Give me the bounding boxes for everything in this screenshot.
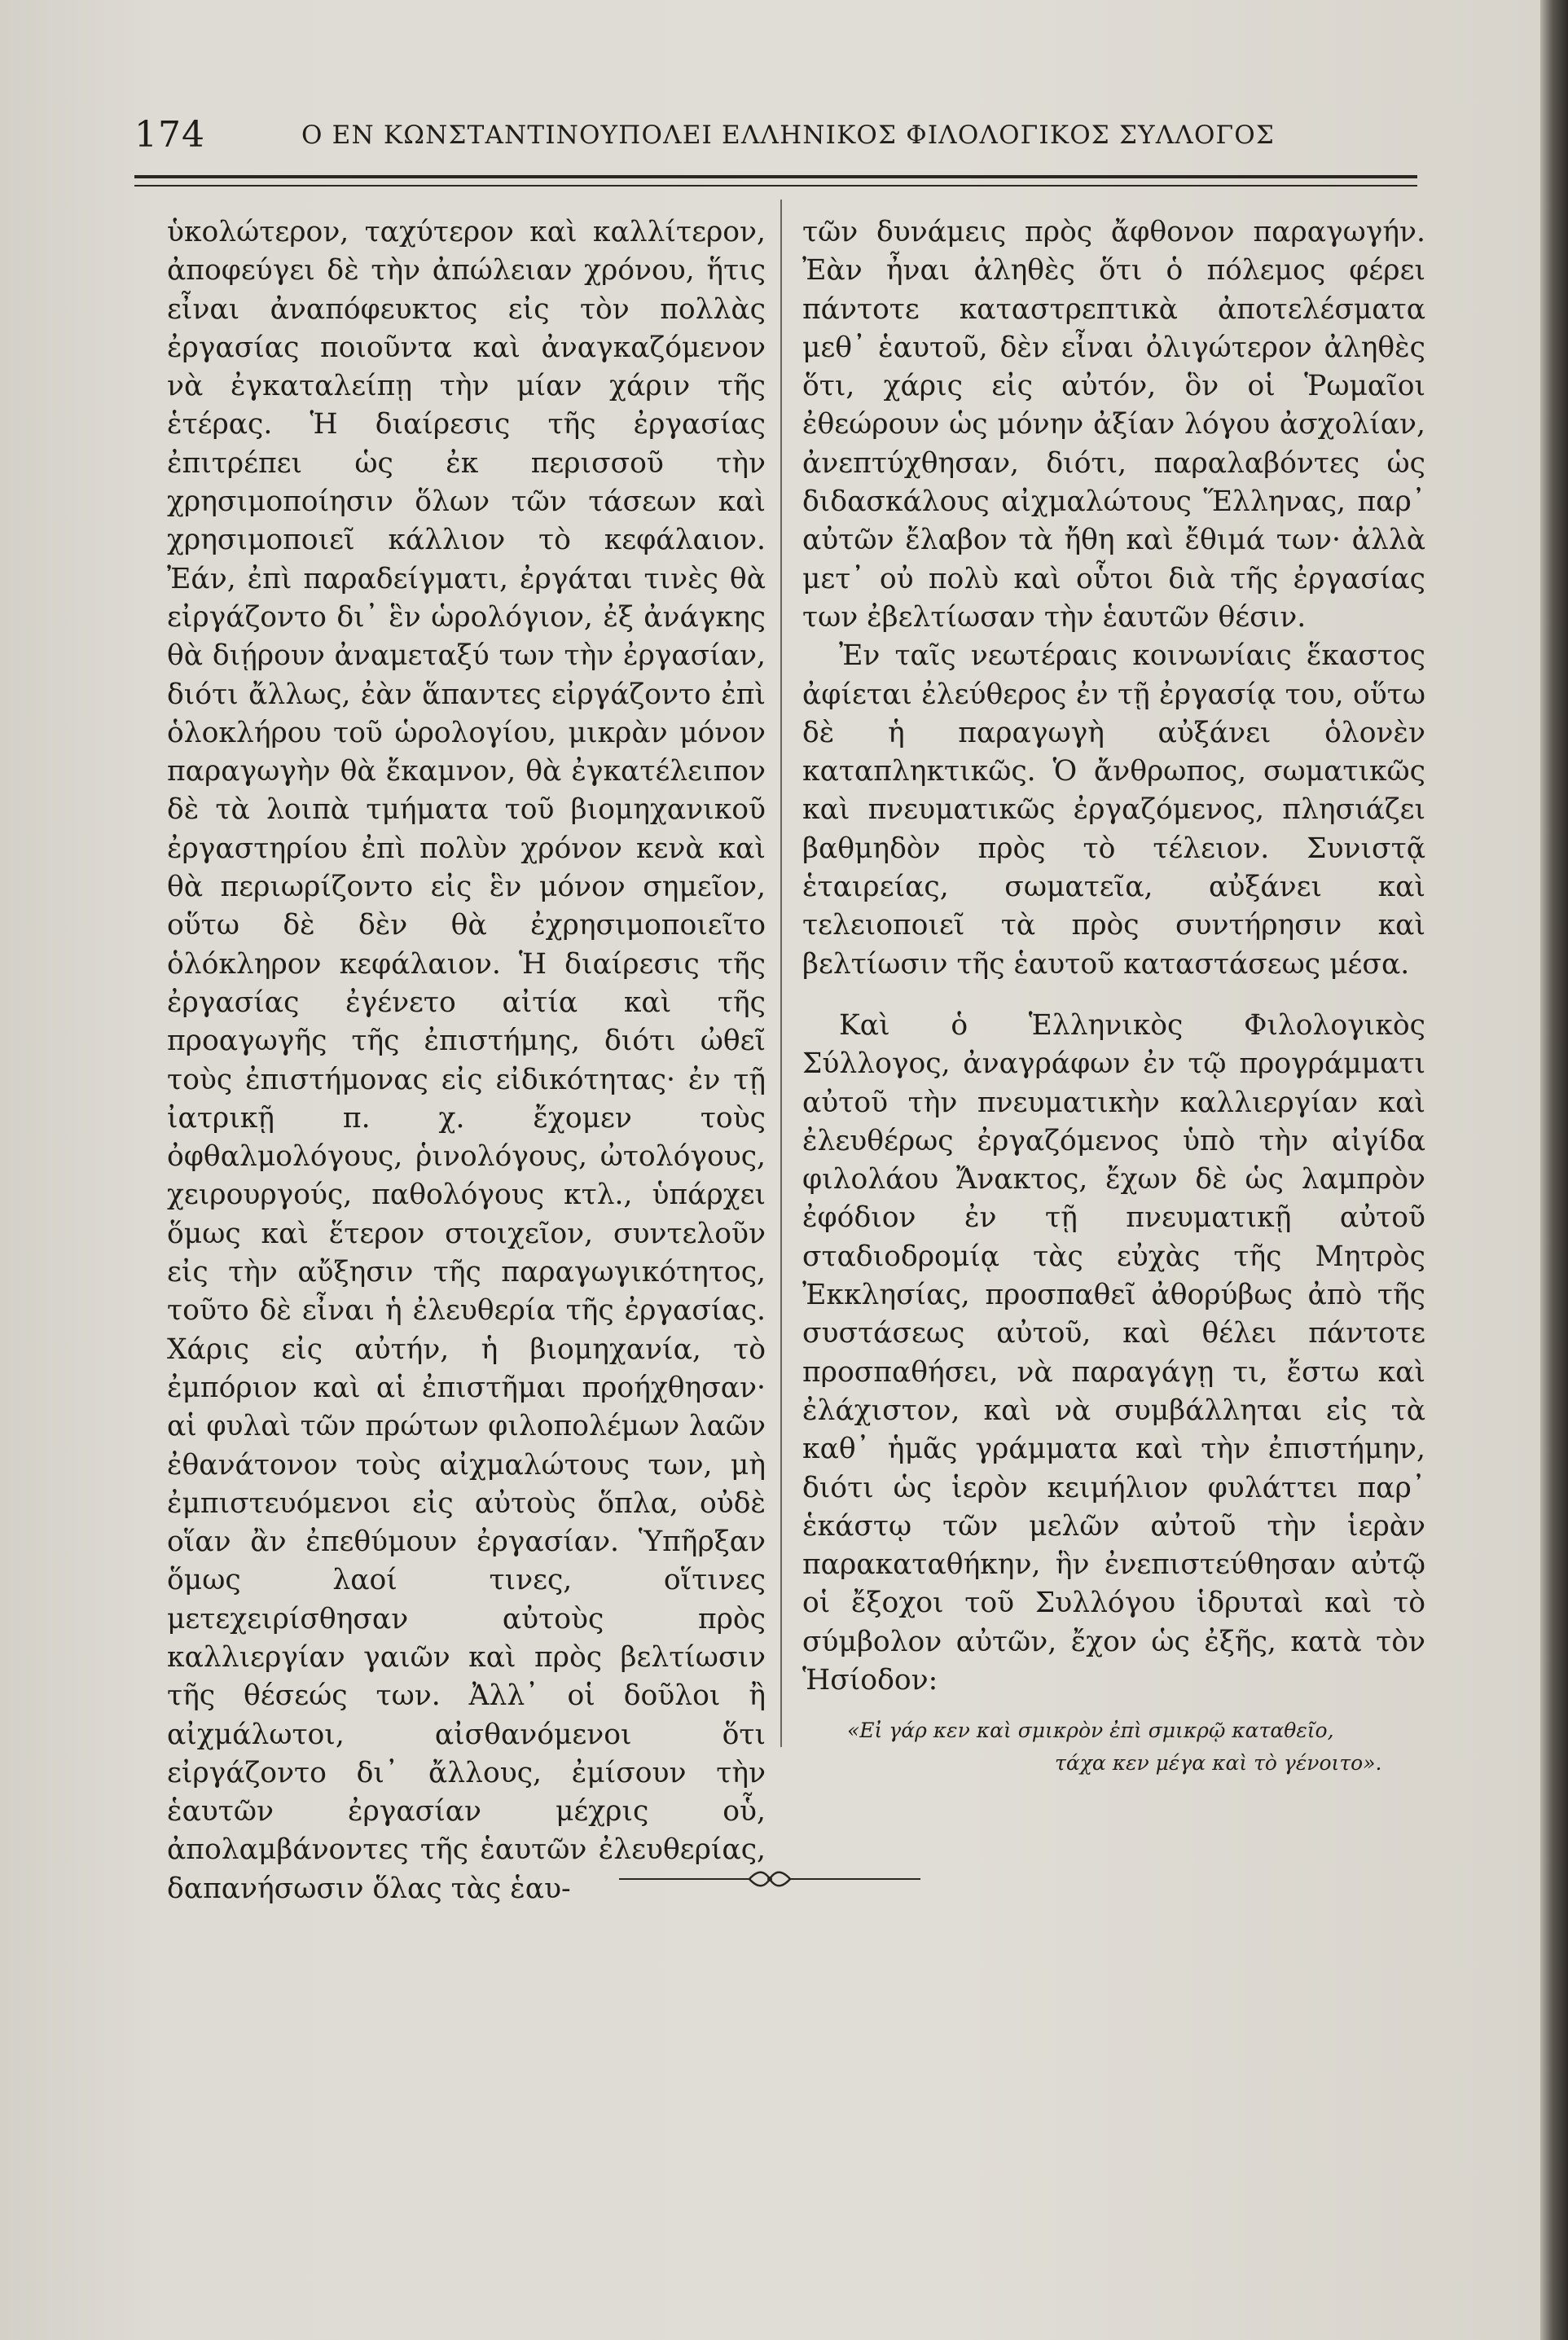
fleuron-icon — [619, 1867, 920, 1891]
right-paragraph-1: τῶν δυνάμεις πρὸς ἄφθονον παραγωγήν. Ἐὰν ἦναι ἀληθὲς ὅτι ὁ πόλεμος φέρει πάντοτε καταστρεπτικὰ ἀποτελέσματα μεθ᾽ ἑαυτοῦ, δὲν εἶναι ὀλιγώτερον ἀληθὲς ὅτι, χάρις εἰς αὐτόν, ὃν οἱ Ῥωμαῖοι ἐθεώρουν ὡς μόνην ἀξίαν λόγου ἀσχολίαν, ἀνεπτύχθησαν, διότι, παραλαβόντες ὡς διδασκάλους αἰχμαλώτους Ἕλληνας, παρ᾽ αὐτῶν ἔλαβον τὰ ἤθη καὶ ἔθιμά των· ἀλλὰ μετ᾽ οὐ πολὺ καὶ οὗτοι διὰ τῆς ἐργασίας των ἐβελτίωσαν τὴν ἑαυτῶν θέσιν. — [802, 216, 1425, 634]
book-binding-shadow — [1540, 0, 1568, 2340]
page-header — [134, 114, 1405, 163]
left-paragraph-1: ὑκολώτερον, ταχύτερον καὶ καλλίτερον, ἀποφεύγει δὲ τὴν ἀπώλειαν χρόνου, ἥτις εἶναι ἀναπόφευκτος εἰς τὸν πολλὰς ἐργασίας ποιοῦντα καὶ ἀναγκαζόμενον νὰ ἐγκαταλείπῃ τὴν μίαν χάριν τῆς ἑτέρας. Ἡ διαίρεσις τῆς ἐργασίας ἐπιτρέπει ὡς ἐκ περισσοῦ τὴν χρησιμοποίησιν ὅλων τῶν τάσεων καὶ χρησιμοποιεῖ κάλλιον τὸ κεφάλαιον. Ἐάν, ἐπὶ παραδείγματι, ἐργάται τινὲς θὰ εἰργάζοντο δι᾽ ἓν ὡρολόγιον, ἐξ ἀνάγκης θὰ διῄρουν ἀναμεταξύ των τὴν ἐργασίαν, διότι ἄλλως, ἐὰν ἅπαντες εἰργάζοντο ἐπὶ ὁλοκλήρου τοῦ ὡρολογίου, μικρὰν μόνον παραγωγὴν θὰ ἔκαμνον, θὰ ἐγκατέλειπον δὲ τὰ λοιπὰ τμήματα τοῦ βιομηχανικοῦ ἐργαστηρίου ἐπὶ πολὺν χρόνον κενὰ καὶ θὰ περιωρίζοντο εἰς ἓν μόνον σημεῖον, οὕτω δὲ δὲν θὰ ἐχρησιμοποιεῖτο ὁλόκληρον κεφάλαιον. Ἡ διαίρεσις τῆς ἐργασίας ἐγένετο αἰτία καὶ τῆς προαγωγῆς τῆς ἐπιστήμης, διότι ὠθεῖ τοὺς ἐπιστήμονας εἰς εἰδικότητας· ἐν τῇ ἰατρικῇ π. χ. ἔχομεν τοὺς ὀφθαλμολόγους, ῥινολόγους, ὠτολόγους, χειρουργούς, παθολόγους κτλ., ὑπάρχει ὅμως καὶ ἕτερον στοιχεῖον, συντελοῦν εἰς τὴν αὔξησιν τῆς παραγωγικότητος, τοῦτο δὲ εἶναι ἡ ἐλευθερία τῆς ἐργασίας. Χάρις εἰς αὐτήν, ἡ βιομηχανία, τὸ ἐμπόριον καὶ αἱ ἐπιστῆμαι προήχθησαν· αἱ φυλαὶ τῶν πρώτων φιλοπολέμων λαῶν ἐθανάτονον τοὺς αἰχμαλώτους των, μὴ ἐμπιστευόμενοι εἰς αὐτοὺς ὅπλα, οὐδὲ οἵαν ἂν ἐπεθύμουν ἐργασίαν. Ὑπῆρξαν ὅμως λαοί τινες, οἵτινες μετεχειρίσθησαν αὐτοὺς πρὸς καλλιεργίαν γαιῶν καὶ πρὸς βελτίωσιν τῆς θέσεώς των. Ἀλλ᾽ οἱ δοῦλοι ἢ αἰχμάλωτοι, αἰσθανόμενοι ὅτι εἰργάζοντο δι᾽ ἄλλους, ἐμίσουν τὴν ἑαυτῶν ἐργασίαν μέχρις οὗ, ἀπολαμβάνοντες τῆς ἑαυτῶν ἐλευθερίας, δαπανήσωσιν ὅλας τὰς ἑαυ- — [167, 216, 766, 1905]
page-number: 174 — [134, 114, 205, 156]
right-column — [802, 213, 1425, 1780]
column-divider — [780, 200, 782, 1747]
right-paragraph-3: Καὶ ὁ Ἑλληνικὸς Φιλολογικὸς Σύλλογος, ἀναγράφων ἐν τῷ προγράμματι αὐτοῦ τὴν πνευματικὴν καλλιεργίαν καὶ ἐλευθέρως ἐργαζόμενος ὑπὸ τὴν αἰγίδα φιλολάου Ἄνακτος, ἔχων δὲ ὡς λαμπρὸν ἐφόδιον ἐν τῇ πνευματικῇ αὐτοῦ σταδιοδρομίᾳ τὰς εὐχὰς τῆς Μητρὸς Ἐκκλησίας, προσπαθεῖ ἀθορύβως ἀπὸ τῆς συστάσεως αὐτοῦ, καὶ θέλει πάντοτε προσπαθήσει, νὰ παραγάγῃ τι, ἔστω καὶ ἐλάχιστον, καὶ νὰ συμβάλληται εἰς τὰ καθ᾽ ἡμᾶς γράμματα καὶ τὴν ἐπιστήμην, διότι ὡς ἱερὸν κειμήλιον φυλάττει παρ᾽ ἑκάστῳ τῶν μελῶν αὐτοῦ τὴν ἱερὰν παρακαταθήκην, ἣν ἐνεπιστεύθησαν αὐτῷ οἱ ἔξοχοι τοῦ Συλλόγου ἱδρυταὶ καὶ τὸ σύμβολον αὐτῶν, ἔχον ὡς ἐξῆς, κατὰ τὸν Ἡσίοδον: — [802, 1008, 1425, 1697]
header-rule-thick — [134, 175, 1417, 178]
right-paragraph-2: Ἐν ταῖς νεωτέραις κοινωνίαις ἕκαστος ἀφίεται ἐλεύθερος ἐν τῇ ἐργασίᾳ του, οὕτω δὲ ἡ παραγωγὴ αὐξάνει ὁλονὲν καταπληκτικῶς. Ὁ ἄνθρωπος, σωματικῶς καὶ πνευματικῶς ἐργαζόμενος, πλησιάζει βαθμηδὸν πρὸς τὸ τέλειον. Συνιστᾷ ἑταιρείας, σωματεῖα, αὐξάνει καὶ τελειοποιεῖ τὰ πρὸς συντήρησιν καὶ βελτίωσιν τῆς ἑαυτοῦ καταστάσεως μέσα. — [802, 639, 1425, 981]
left-column — [167, 213, 766, 1908]
header-rule-thin — [134, 185, 1417, 187]
epigraph-line-2: τάχα κεν μέγα καὶ τὸ γένοιτο». — [1055, 1751, 1382, 1776]
hesiod-epigraph — [802, 1714, 1425, 1780]
epigraph-line-1: «Εἰ γάρ κεν καὶ σμικρὸν ἐπὶ σμικρῷ καταθεῖο, — [847, 1719, 1334, 1743]
running-title: Ο ΕΝ ΚΩΝΣΤΑΝΤΙΝΟΥΠΟΛΕΙ ΕΛΛΗΝΙΚΟΣ ΦΙΛΟΛΟΓΙΚΟΣ ΣΥΛΛΟΓΟΣ — [301, 121, 1275, 150]
